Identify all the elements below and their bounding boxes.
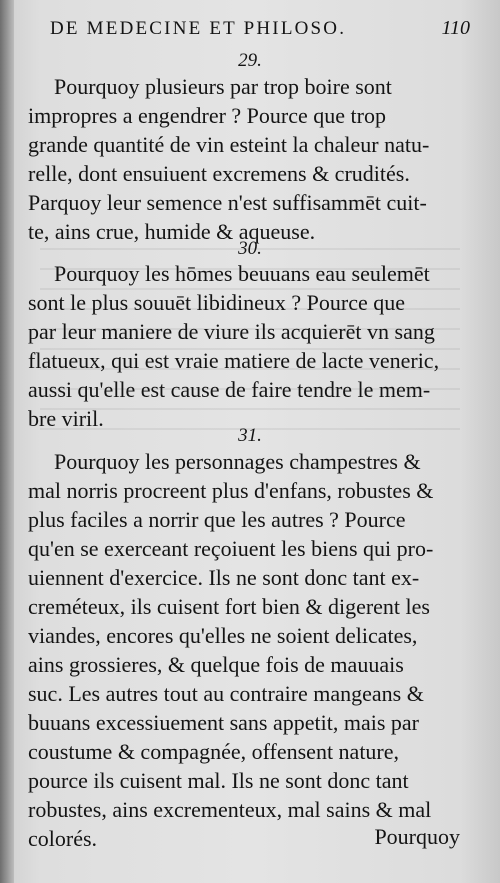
- catchword: Pourquoy: [374, 824, 460, 849]
- text-line: relle, dont ensuiuent excremens & crudités.: [28, 161, 410, 186]
- text-line: ains grossieres, & quelque fois de mauuais: [28, 652, 404, 677]
- section-number-30: 30.: [238, 238, 262, 259]
- text-line: grande quantité de vin esteint la chaleur natu-: [28, 132, 430, 157]
- text-line: robustes, ains excrementeux, mal sains & mal: [28, 797, 432, 822]
- text-line: coustume & compagnée, offensent nature,: [28, 739, 400, 764]
- text-line: colorés.: [28, 826, 98, 851]
- text-line: suc. Les autres tout au contraire mangeans &: [28, 681, 424, 706]
- page-number: 110: [441, 17, 470, 39]
- text-line: buuans excessiuement sans appetit, mais par: [28, 710, 420, 735]
- text-line: pource ils cuisent mal. Ils ne sont donc tant: [28, 768, 409, 793]
- text-line: Pourquoy les personnages champestres &: [54, 449, 421, 474]
- text-line: impropres a engendrer ? Pource que trop: [28, 103, 386, 128]
- text-line: Parquoy leur semence n'est suffisammēt cuit-: [28, 190, 427, 215]
- paragraph-31: [28, 447, 468, 853]
- text-line: te, ains crue, humide & aqueuse.: [28, 219, 316, 244]
- text-line: bre viril.: [28, 406, 104, 431]
- text-line: uiennent d'exercice. Ils ne sont donc tant ex-: [28, 565, 420, 590]
- text-line: Pourquoy plusieurs par trop boire sont: [54, 74, 392, 99]
- text-line: mal norris procreent plus d'enfans, robustes &: [28, 478, 434, 503]
- text-line: viandes, encores qu'elles ne soient delicates,: [28, 623, 418, 648]
- page-header: [50, 18, 470, 42]
- text-line: qu'en se exerceant reçoiuent les biens qui pro-: [28, 536, 434, 561]
- section-number-31: 31.: [238, 425, 262, 446]
- section-number-29: 29.: [238, 50, 262, 71]
- text-line: Pourquoy les hōmes beuuans eau seulemēt: [54, 261, 430, 286]
- text-line: flatueux, qui est vraie matiere de lacte veneric,: [28, 348, 440, 373]
- paragraph-30: [28, 259, 468, 433]
- paragraph-29: [28, 72, 468, 246]
- text-line: creméteux, ils cuisent fort bien & digerent les: [28, 594, 430, 619]
- text-line: par leur maniere de viure ils acquierēt vn sang: [28, 319, 435, 344]
- text-line: sont le plus souuēt libidineux ? Pource que: [28, 290, 405, 315]
- text-line: plus faciles a norrir que les autres ? Pource: [28, 507, 406, 532]
- text-line: aussi qu'elle est cause de faire tendre le mem-: [28, 377, 431, 402]
- running-head: DE MEDECINE ET PHILOSO.: [50, 18, 347, 39]
